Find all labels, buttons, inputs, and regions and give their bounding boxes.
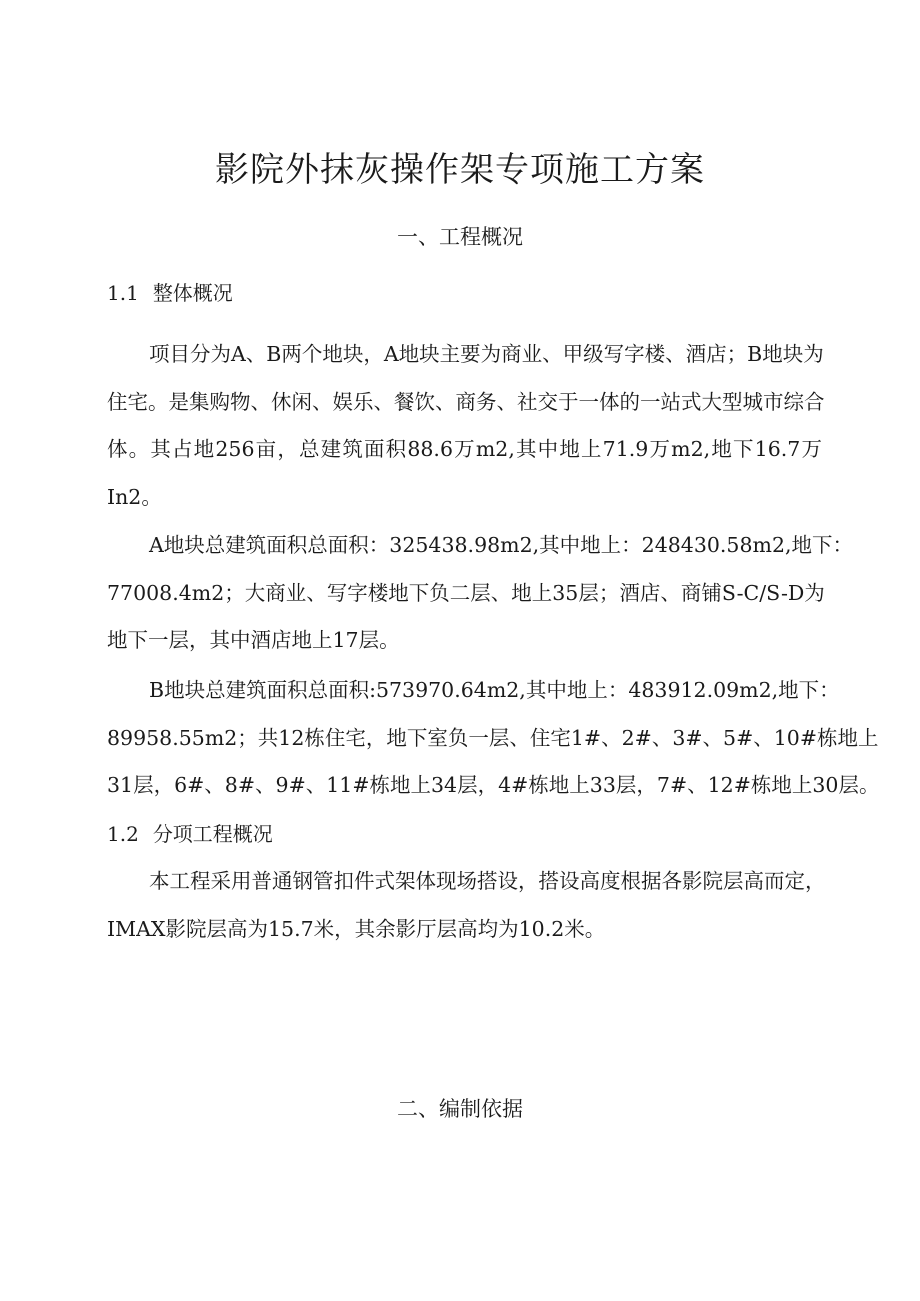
paragraph-plot-a [107,522,854,665]
paragraph-line: 体。其占地256亩，总建筑面积88.6万m2,其中地上71.9万m2,地下16.7万 [107,437,822,461]
paragraph-line: 77008.4m2；大商业、写字楼地下负二层、地上35层；酒店、商铺S-C/S-D为 [107,580,825,605]
paragraph-line: 地下一层，其中酒店地上17层。 [107,628,400,652]
subsection-label: 整体概况 [152,281,233,305]
paragraph-line: A地块总建筑面积总面积：325438.98m2,其中地上：248430.58m2,地下： [149,533,854,557]
paragraph-line: 31层，6#、8#、9#、11#栋地上34层，4#栋地上33层，7#、12#栋地上30层。 [107,773,880,797]
section-heading-basis: 二、编制依据 [397,1097,523,1121]
paragraph-line: In2。 [107,484,162,509]
paragraph-project-overview [107,331,825,521]
subsection-number: 1.1 [107,281,139,305]
section-heading-overview: 一、工程概况 [397,225,523,249]
paragraph-line: IMAX影院层高为15.7米，其余影厅层高均为10.2米。 [107,916,606,941]
subsection-heading-subitem [107,820,273,848]
document-title: 影院外抹灰操作架专项施工方案 [215,150,705,190]
paragraph-plot-b [107,667,880,810]
subsection-number: 1.2 [107,822,139,846]
paragraph-line: B地块总建筑面积总面积:573970.64m2,其中地上：483912.09m2,地下： [149,678,840,702]
subsection-label: 分项工程概况 [152,822,273,846]
paragraph-line: 89958.55m2；共12栋住宅，地下室负一层、住宅1#、2#、3#、5#、10#栋地上 [107,725,879,750]
paragraph-subitem-overview [107,858,826,953]
subsection-heading-overall [107,279,233,307]
paragraph-line: 项目分为A、B两个地块，A地块主要为商业、甲级写字楼、酒店；B地块为 [149,342,824,366]
paragraph-line: 本工程采用普通钢管扣件式架体现场搭设，搭设高度根据各影院层高而定， [149,869,826,893]
paragraph-line: 住宅。是集购物、休闲、娱乐、餐饮、商务、社交于一体的一站式大型城市综合 [107,389,825,414]
